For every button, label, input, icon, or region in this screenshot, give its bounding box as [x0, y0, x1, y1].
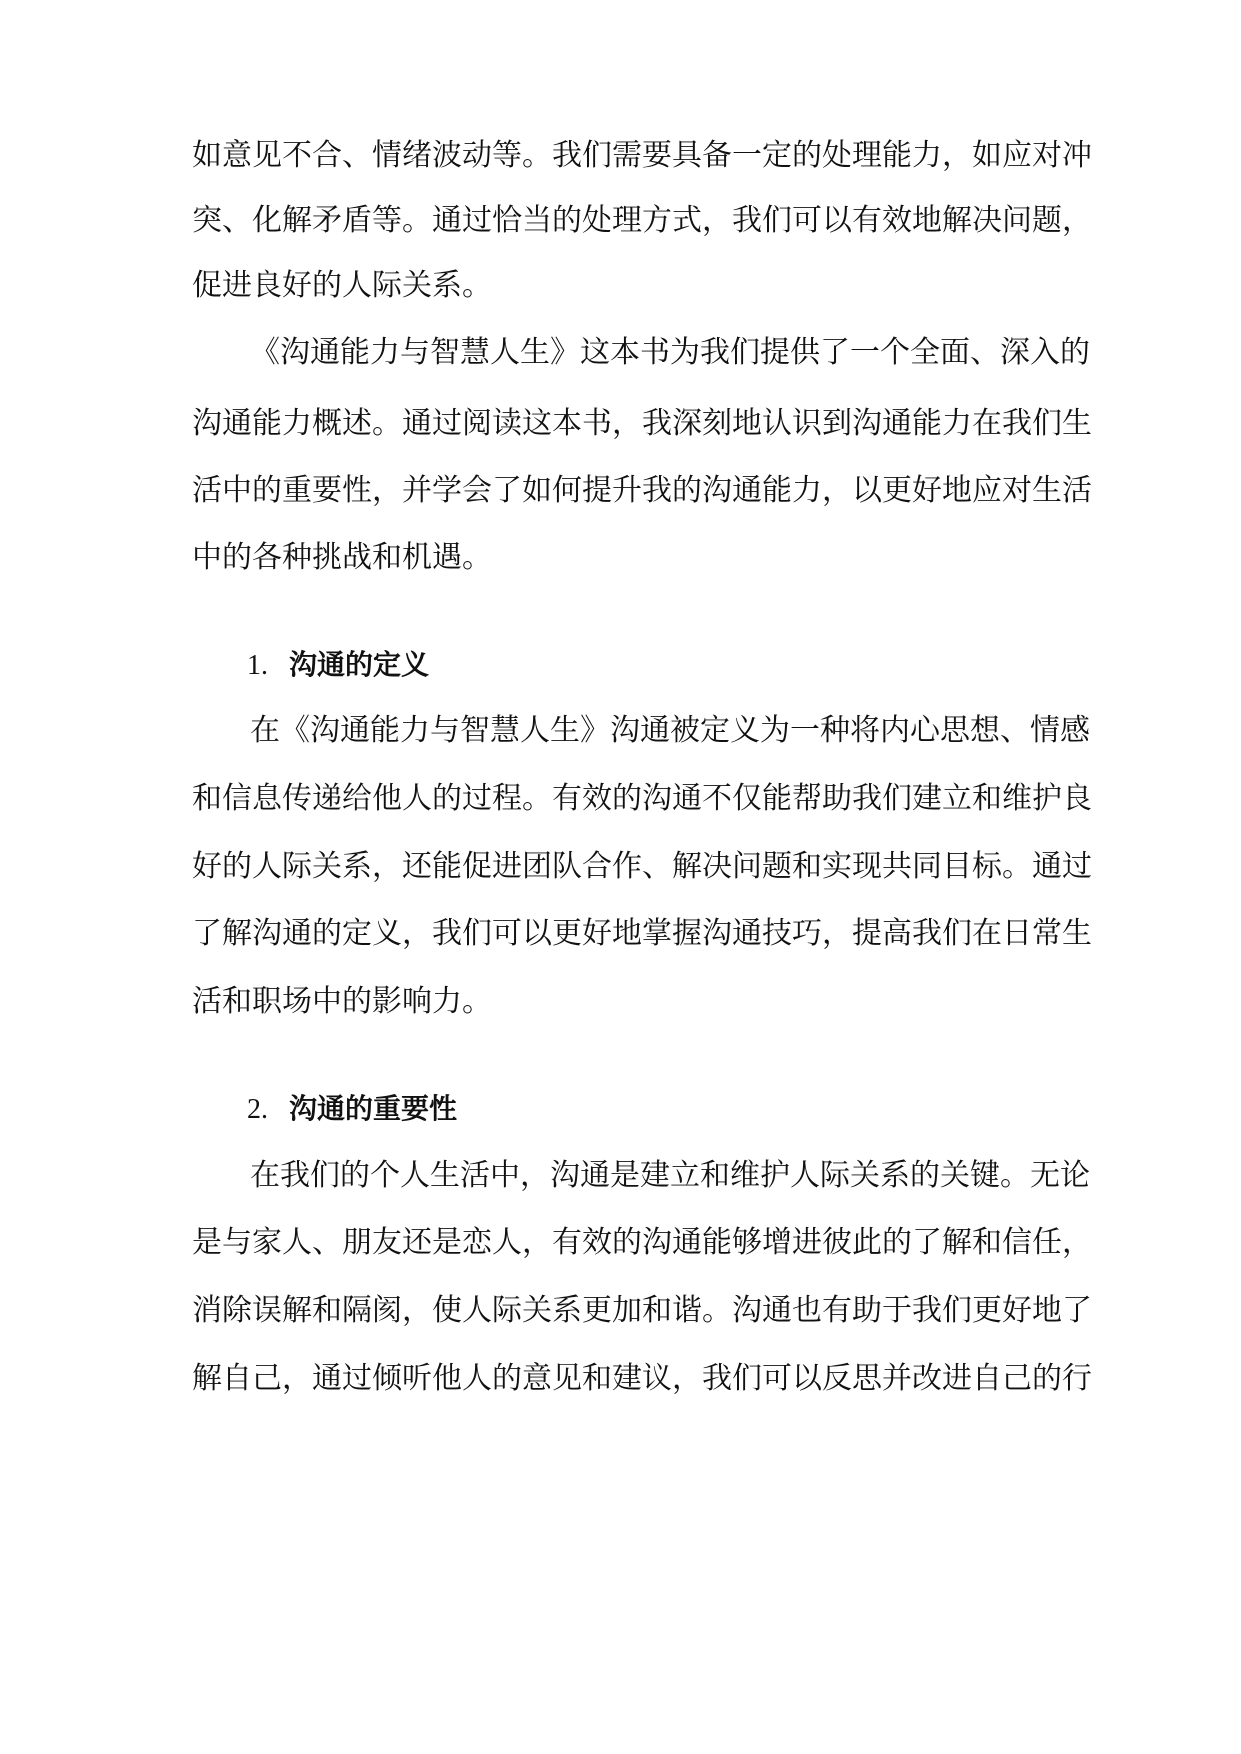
- paragraph-line: 沟通能力概述。通过阅读这本书，我深刻地认识到沟通能力在我们生: [192, 406, 1092, 441]
- paragraph-line: 《沟通能力与智慧人生》这本书为我们提供了一个全面、深入的: [250, 335, 1090, 370]
- heading-text: 沟通的定义: [289, 648, 430, 681]
- heading-number: 1.: [247, 650, 268, 681]
- paragraph-line: 活中的重要性，并学会了如何提升我的沟通能力，以更好地应对生活: [192, 473, 1092, 508]
- paragraph-line: 解自己，通过倾听他人的意见和建议，我们可以反思并改进自己的行: [192, 1361, 1092, 1396]
- heading-number: 2.: [247, 1094, 268, 1125]
- paragraph-line: 在我们的个人生活中，沟通是建立和维护人际关系的关键。无论: [250, 1158, 1090, 1193]
- paragraph-line: 促进良好的人际关系。: [192, 268, 492, 303]
- paragraph-line: 了解沟通的定义，我们可以更好地掌握沟通技巧，提高我们在日常生: [192, 916, 1092, 951]
- paragraph-line: 中的各种挑战和机遇。: [192, 540, 492, 575]
- paragraph-line: 和信息传递给他人的过程。有效的沟通不仅能帮助我们建立和维护良: [192, 781, 1092, 816]
- paragraph-line: 好的人际关系，还能促进团队合作、解决问题和实现共同目标。通过: [192, 849, 1092, 884]
- section-heading: [247, 645, 429, 686]
- paragraph-line: 在《沟通能力与智慧人生》沟通被定义为一种将内心思想、情感: [250, 713, 1090, 748]
- paragraph-line: 如意见不合、情绪波动等。我们需要具备一定的处理能力，如应对冲: [192, 138, 1092, 173]
- paragraph-line: 活和职场中的影响力。: [192, 984, 492, 1019]
- section-heading: [247, 1089, 457, 1130]
- paragraph-line: 是与家人、朋友还是恋人，有效的沟通能够增进彼此的了解和信任，: [192, 1225, 1092, 1260]
- paragraph-line: 消除误解和隔阂，使人际关系更加和谐。沟通也有助于我们更好地了: [192, 1293, 1092, 1328]
- heading-text: 沟通的重要性: [289, 1092, 458, 1125]
- paragraph-line: 突、化解矛盾等。通过恰当的处理方式，我们可以有效地解决问题，: [192, 203, 1092, 238]
